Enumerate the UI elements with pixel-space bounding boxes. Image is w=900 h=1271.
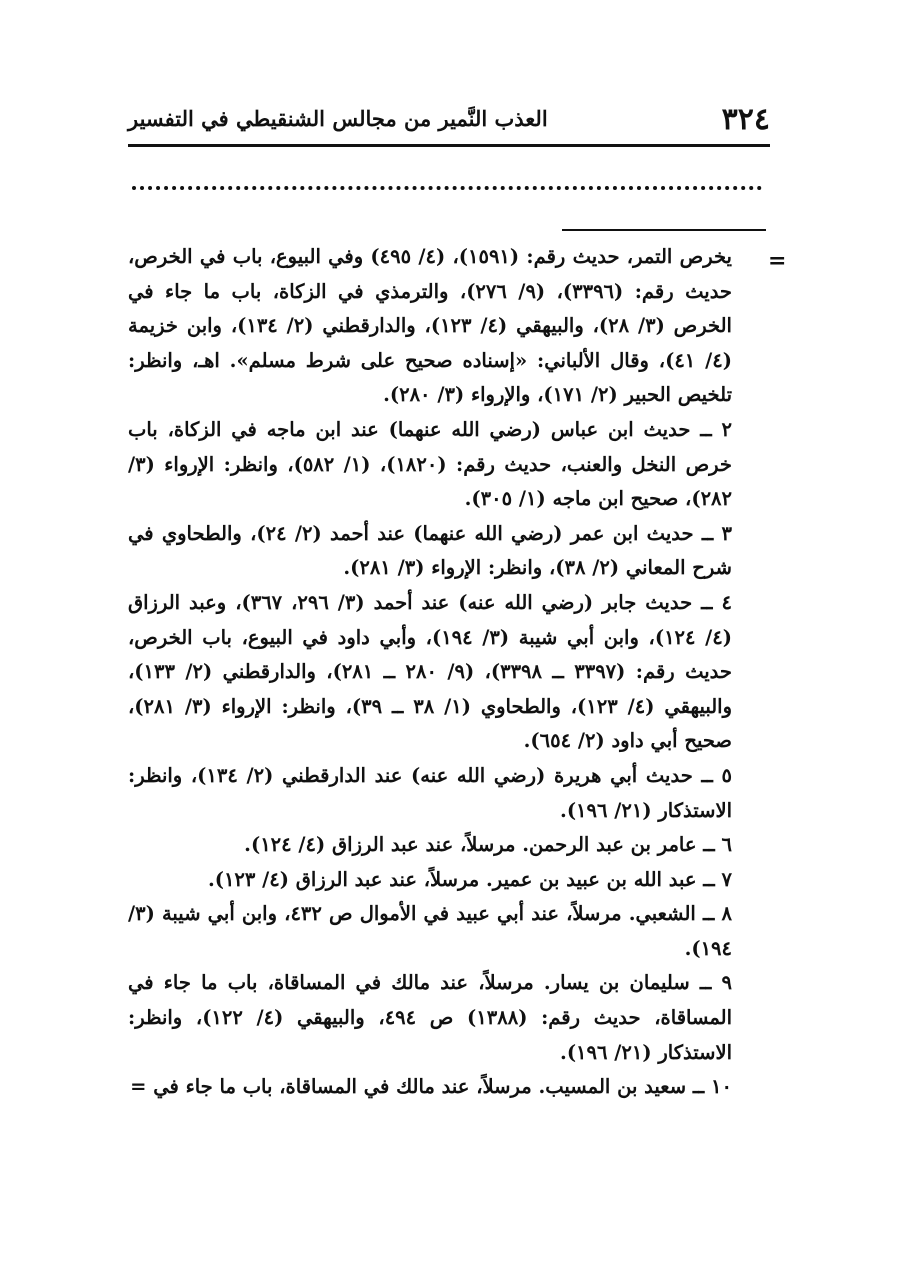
footnote-separator	[562, 229, 766, 231]
footnote-7: ٧ ــ عبد الله بن عبيد بن عمير. مرسلاً، عند عبد الرزاق (٤/ ١٢٣).	[207, 867, 732, 891]
continuation-mark: =	[768, 248, 787, 274]
footnote-4: ٤ ــ حديث جابر (رضي الله عنه) عند أحمد (٣/ ٢٩٦، ٣٦٧)، وعبد الرزاق (٤/ ١٢٤)، وابن أبي شيبة (٣/ ١٩٤)، وأبي داود في البيوع، باب الخرص، حديث رقم: (٣٣٩٧ ــ ٣٣٩٨)، (٩/ ٢٨٠ ــ ٢٨١)، والدارقطني (٢/ ١٣٣)، والبيهقي (٤/ ١٢٣)، والطحاوي (١/ ٣٨ ــ ٣٩)، وانظر: الإرواء (٣/ ٢٨١)، صحيح أبي داود (٢/ ٦٥٤).	[128, 590, 732, 753]
footnote-1-continued: يخرص التمر، حديث رقم: (١٥٩١)، (٤/ ٤٩٥) وفي البيوع، باب في الخرص، حديث رقم: (٣٣٩٦)، (٩/ ٢٧٦)، والترمذي في الزكاة، باب ما جاء في الخرص (٣/ ٢٨)، والبيهقي (٤/ ١٢٣)، والدارقطني (٢/ ١٣٤)، وابن خزيمة (٤/ ٤١)، وقال الألباني: «إسناده صحيح على شرط مسلم». اهـ، وانظر: تلخيص الحبير (٢/ ١٧١)، والإرواء (٣/ ٢٨٠).	[128, 245, 732, 407]
footnote-6: ٦ ــ عامر بن عبد الرحمن. مرسلاً، عند عبد الرزاق (٤/ ١٢٤).	[244, 833, 732, 857]
footnote-8: ٨ ــ الشعبي. مرسلاً، عند أبي عبيد في الأموال ص ٤٣٢، وابن أبي شيبة (٣/ ١٩٤).	[128, 902, 732, 960]
dotted-separator	[132, 186, 762, 190]
header-rule	[128, 144, 770, 147]
running-header	[128, 100, 770, 142]
footnote-10: ١٠ ــ سعيد بن المسيب. مرسلاً، عند مالك في المساقاة، باب ما جاء في =	[130, 1075, 732, 1099]
footnote-5: ٥ ــ حديث أبي هريرة (رضي الله عنه) عند الدارقطني (٢/ ١٣٤)، وانظر: الاستذكار (٢١/ ١٩٦).	[128, 763, 733, 822]
book-title: العذب النَّمير من مجالس الشنقيطي في التفسير	[128, 106, 548, 131]
page-number: ٣٢٤	[721, 102, 770, 137]
footnotes	[128, 240, 732, 1105]
footnote-3: ٣ ــ حديث ابن عمر (رضي الله عنهما) عند أحمد (٢/ ٢٤)، والطحاوي في شرح المعاني (٢/ ٣٨)، وانظر: الإرواء (٣/ ٢٨١).	[128, 521, 733, 580]
footnote-9: ٩ ــ سليمان بن يسار. مرسلاً، عند مالك في المساقاة، باب ما جاء في المساقاة، حديث رقم: (١٣٨٨) ص ٤٩٤، والبيهقي (٤/ ١٢٢)، وانظر: الاستذكار (٢١/ ١٩٦).	[128, 971, 732, 1064]
footnote-2: ٢ ــ حديث ابن عباس (رضي الله عنهما) عند ابن ماجه في الزكاة، باب خرص النخل والعنب، حديث رقم: (١٨٢٠)، (١/ ٥٨٢)، وانظر: الإرواء (٣/ ٢٨٢)، صحيح ابن ماجه (١/ ٣٠٥).	[128, 417, 732, 511]
